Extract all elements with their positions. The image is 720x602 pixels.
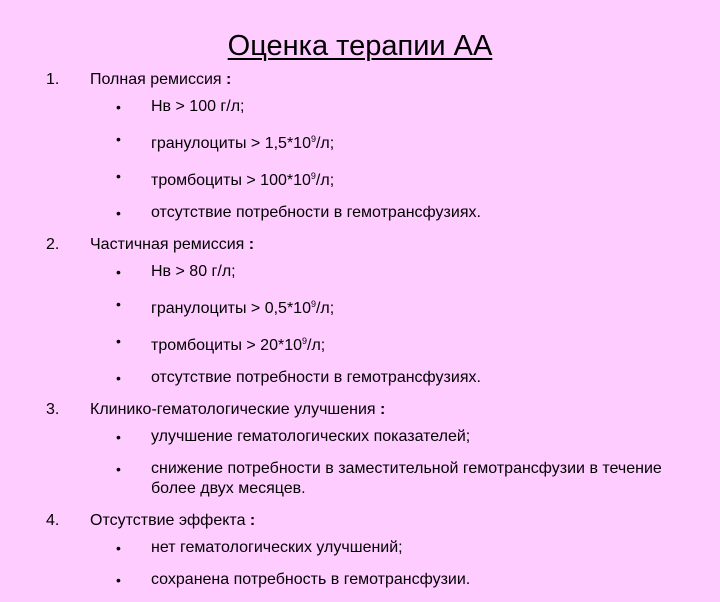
list-item-text: сохранена потребность в гемотрансфузии. xyxy=(151,571,471,588)
bullet-icon: • xyxy=(116,296,121,312)
list-item xyxy=(46,570,686,590)
list-item-exponent: 9 xyxy=(302,336,308,346)
list-item xyxy=(46,331,686,356)
list-item-text xyxy=(151,331,325,356)
bullet-icon: • xyxy=(116,333,121,349)
list-item xyxy=(46,166,686,191)
section-number: 3. xyxy=(46,401,60,418)
bullet-icon: • xyxy=(116,461,121,477)
bullet-icon: • xyxy=(116,131,121,147)
slide-title: Оценка терапии АА xyxy=(227,30,493,62)
section-heading xyxy=(46,70,686,97)
bullet-icon: • xyxy=(116,205,121,221)
list-item-text-unit: /л; xyxy=(315,300,335,317)
section-no-effect xyxy=(46,511,686,590)
list-item-text-main: тромбоциты > 20*10 xyxy=(151,337,302,354)
section-number: 1. xyxy=(46,71,60,88)
section-heading xyxy=(46,400,686,427)
list-item xyxy=(46,294,686,319)
list-item-text xyxy=(151,294,334,319)
list-item xyxy=(46,459,686,499)
list-item-text-main: гранулоциты > 0,5*10 xyxy=(151,300,311,317)
list-item-exponent: 9 xyxy=(310,299,316,309)
list-item-text: Нв > 80 г/л; xyxy=(151,263,236,280)
section-heading-colon: : xyxy=(380,401,386,418)
section-heading-label: Полная ремиссия xyxy=(90,71,222,88)
list-item-text xyxy=(151,166,334,191)
list-item-text: отсутствие потребности в гемотрансфузиях. xyxy=(151,204,481,221)
section-heading xyxy=(46,235,686,262)
list-item xyxy=(46,129,686,154)
criteria-list xyxy=(46,70,686,602)
list-item xyxy=(46,262,686,282)
list-item-text-unit: /л; xyxy=(307,337,326,354)
section-partial-remission xyxy=(46,235,686,388)
section-heading xyxy=(46,511,686,538)
section-heading-label: Отсутствие эффекта xyxy=(90,512,246,529)
list-item-exponent: 9 xyxy=(310,171,316,181)
section-heading-label: Клинико-гематологические улучшения xyxy=(90,401,376,418)
list-item xyxy=(46,97,686,117)
section-heading-label: Частичная ремиссия xyxy=(90,236,245,253)
list-item-text: Нв > 100 г/л; xyxy=(151,98,245,115)
list-item-text: снижение потребности в заместительной гемотрансфузии в течение более двух месяцев. xyxy=(151,460,662,497)
list-item-exponent: 9 xyxy=(310,134,316,144)
list-item-text: нет гематологических улучшений; xyxy=(151,539,403,556)
section-complete-remission xyxy=(46,70,686,223)
bullet-icon: • xyxy=(116,99,121,115)
list-item-text-main: тромбоциты > 100*10 xyxy=(151,172,311,189)
section-heading-colon: : xyxy=(226,71,232,88)
section-heading-text xyxy=(90,511,255,531)
list-item-text-main: гранулоциты > 1,5*10 xyxy=(151,135,311,152)
section-heading-colon: : xyxy=(249,512,256,529)
bullet-icon: • xyxy=(116,429,121,445)
bullet-icon: • xyxy=(116,370,121,386)
section-number: 4. xyxy=(46,512,60,529)
section-heading-text xyxy=(90,70,231,90)
list-item xyxy=(46,427,686,447)
section-heading-text xyxy=(90,400,385,420)
list-item-text-unit: /л; xyxy=(315,135,335,152)
section-heading-colon: : xyxy=(248,236,255,253)
bullet-icon: • xyxy=(116,540,121,556)
section-number: 2. xyxy=(46,236,60,253)
list-item xyxy=(46,538,686,558)
list-item xyxy=(46,368,686,388)
list-item-text: отсутствие потребности в гемотрансфузиях. xyxy=(151,369,481,386)
list-item-text: улучшение гематологических показателей; xyxy=(151,428,471,445)
list-item-text-unit: /л; xyxy=(315,172,335,189)
section-heading-text xyxy=(90,235,254,255)
bullet-icon: • xyxy=(116,168,121,184)
section-hematologic-improvement xyxy=(46,400,686,499)
bullet-icon: • xyxy=(116,572,121,588)
bullet-icon: • xyxy=(116,264,121,280)
list-item xyxy=(46,203,686,223)
list-item-text xyxy=(151,129,334,154)
